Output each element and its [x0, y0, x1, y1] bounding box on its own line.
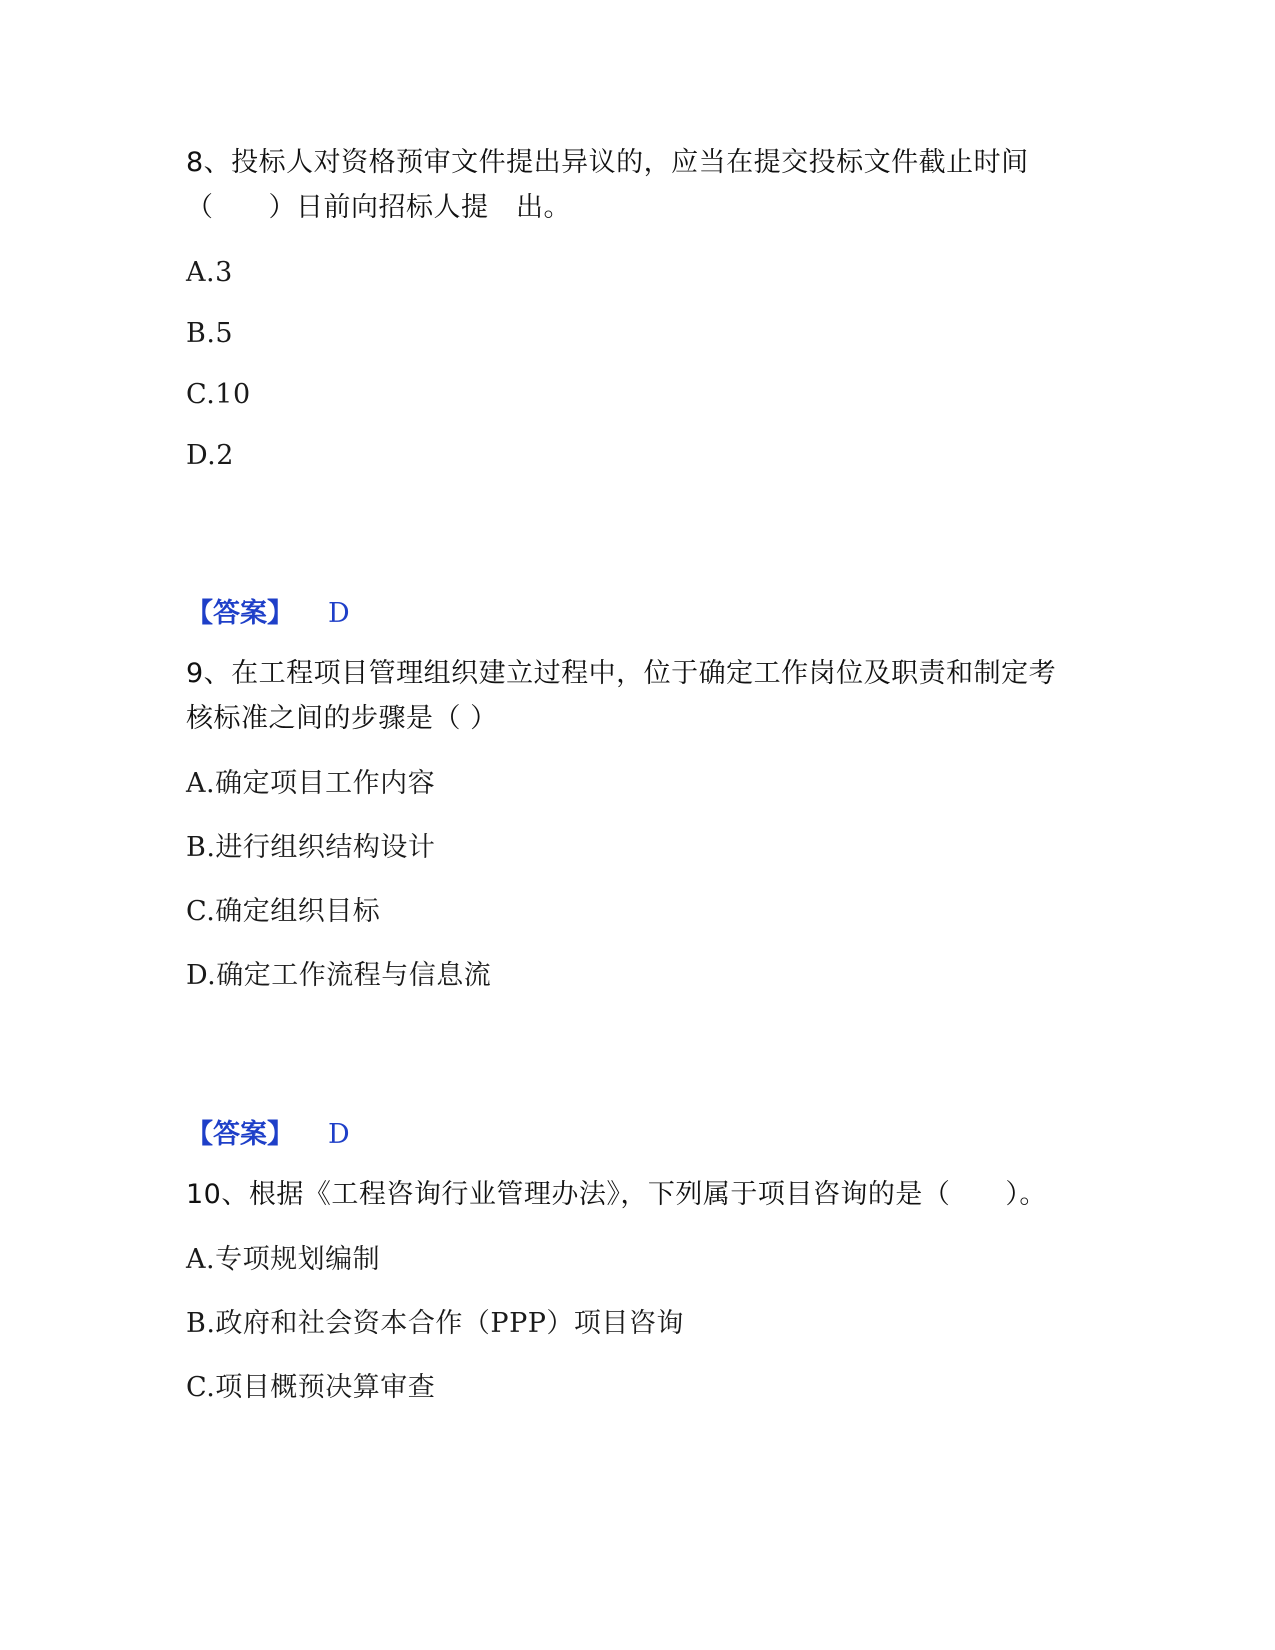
question-8-option-c: C.10	[186, 379, 251, 410]
question-9-stem-line-1: 9、在工程项目管理组织建立过程中，位于确定工作岗位及职责和制定考	[186, 658, 1057, 689]
answer-value: D	[328, 1119, 350, 1150]
question-8-stem-line-2: （ ）日前向招标人提 出。	[186, 192, 571, 223]
question-8-option-d: D.2	[186, 440, 234, 471]
question-10-option-a: A.专项规划编制	[186, 1244, 381, 1275]
question-10-stem-line-1: 10、根据《工程咨询行业管理办法》，下列属于项目咨询的是（ ）。	[186, 1179, 1047, 1210]
answer-tag: 【答案】	[186, 598, 294, 629]
question-9-answer	[186, 1118, 350, 1152]
question-9-option-c: C.确定组织目标	[186, 896, 381, 927]
question-9-stem-line-2: 核标准之间的步骤是（ ）	[186, 703, 498, 734]
question-8-answer	[186, 597, 350, 631]
answer-value: D	[328, 598, 350, 629]
question-9-option-b: B.进行组织结构设计	[186, 832, 436, 863]
question-10-option-b: B.政府和社会资本合作（PPP）项目咨询	[186, 1308, 684, 1339]
question-10-option-c: C.项目概预决算审查	[186, 1372, 436, 1403]
question-8-option-a: A.3	[186, 257, 233, 288]
question-9-option-d: D.确定工作流程与信息流	[186, 960, 492, 991]
answer-tag: 【答案】	[186, 1119, 294, 1150]
question-9-option-a: A.确定项目工作内容	[186, 768, 436, 799]
question-8-option-b: B.5	[186, 318, 234, 349]
question-8-stem-line-1: 8、投标人对资格预审文件提出异议的，应当在提交投标文件截止时间	[186, 147, 1029, 178]
